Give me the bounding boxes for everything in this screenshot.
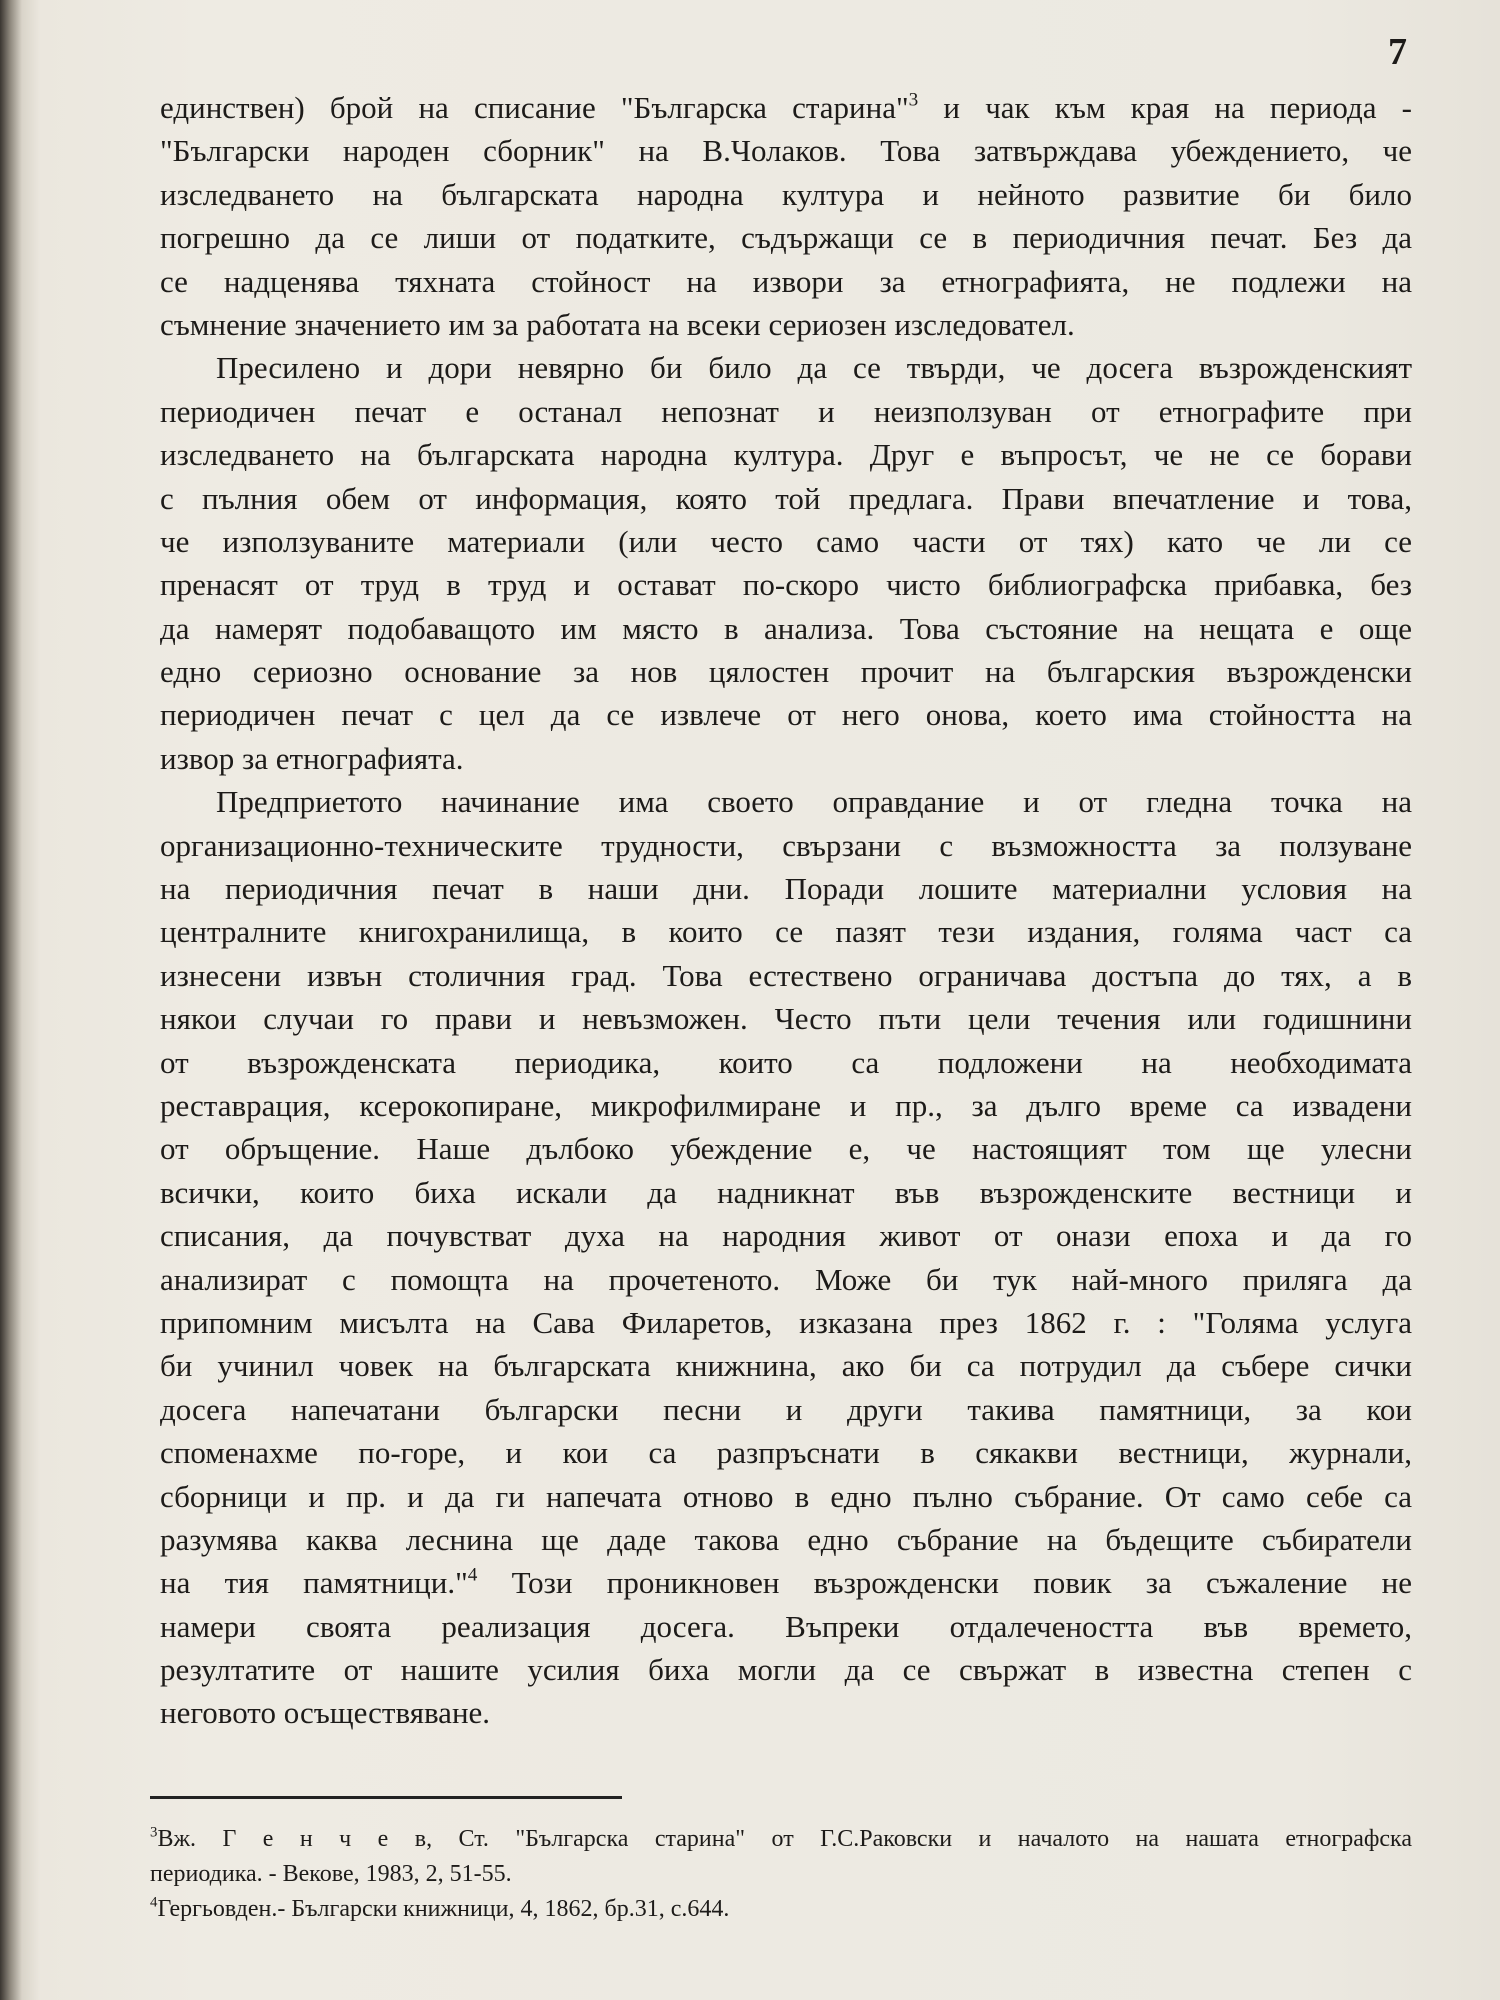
text-line: [160, 1041, 1412, 1084]
text-line: [160, 390, 1412, 433]
line-text: от възрожденската периодика, които са подложени на необходимата: [160, 1044, 1412, 1080]
text-line: [160, 780, 1412, 823]
text-line: [160, 607, 1412, 650]
line-text: изнесени извън столичния град. Това естествено ограничава достъпа до тях, а в: [160, 957, 1412, 993]
line-text: реставрация, ксерокопиране, микрофилмиране и пр., за дълго време са извадени: [160, 1087, 1412, 1123]
line-text: едно сериозно основание за нов цялостен прочит на българския възрожденски: [160, 654, 1412, 690]
line-text: би учинил човек на българската книжнина, ако би са потрудил да събере сички: [160, 1348, 1412, 1384]
footnote-text: Вж. Г е н ч е в, Ст. "Българска старина" от Г.С.Раковски и началото на нашата етнографска: [157, 1826, 1412, 1852]
footnote-text: Гергьовден.- Български книжници, 4, 1862, бр.31, с.644.: [157, 1896, 730, 1922]
line-text: споменахме по-горе, и кои са разпръснати в сякакви вестници, журнали,: [160, 1435, 1412, 1471]
text-line: [160, 1431, 1412, 1474]
text-line: [160, 693, 1412, 736]
text-line: [160, 1301, 1412, 1344]
text-line: [160, 433, 1412, 476]
paragraph: [160, 346, 1412, 780]
line-text: "Български народен сборник" на В.Чолаков. Това затвърждава убеждението, че: [160, 133, 1412, 169]
line-text: разумява каква леснина ще даде такова едно събрание на бъдещите събиратели: [160, 1521, 1412, 1557]
footnote: [150, 1857, 1412, 1892]
line-text: пренасят от труд в труд и остават по-скоро чисто библиографска прибавка, без: [160, 567, 1412, 603]
text-line: [160, 1084, 1412, 1127]
text-line: [160, 477, 1412, 520]
line-text: и чак към края на периода -: [918, 90, 1412, 125]
footnote-reference: 4: [467, 1564, 478, 1586]
text-line: [160, 1648, 1412, 1691]
line-text: Този проникновен възрожденски повик за съжаление не: [477, 1565, 1413, 1601]
line-text: на тия памятници.": [160, 1565, 468, 1601]
text-line: [160, 303, 1412, 346]
text-line: [160, 1561, 1412, 1604]
line-text: периодичен печат с цел да се извлече от него онова, което има стойността на: [160, 697, 1412, 733]
footnote: [150, 1892, 1412, 1927]
footnotes: [150, 1822, 1412, 1927]
text-line: [160, 86, 1412, 129]
text-line: [160, 563, 1412, 606]
line-text: единствен) брой на списание "Българска старина": [160, 90, 909, 125]
line-text: сборници и пр. и да ги напечата отново в едно пълно събрание. От само себе са: [160, 1478, 1412, 1514]
text-line: [160, 1171, 1412, 1214]
text-line: [160, 1388, 1412, 1431]
line-text: припомним мисълта на Сава Филаретов, изказана през 1862 г. : "Голяма услуга: [160, 1304, 1412, 1340]
paragraph: [160, 86, 1412, 346]
text-line: [160, 824, 1412, 867]
line-text: изследването на българската народна култура. Друг е въпросът, че не се борави: [160, 437, 1412, 473]
line-text: периодичен печат е останал непознат и неизползуван от етнографите при: [160, 393, 1412, 429]
line-text: от обръщение. Наше дълбоко убеждение е, че настоящият том ще улесни: [160, 1131, 1412, 1167]
text-line: [160, 997, 1412, 1040]
line-text: погрешно да се лиши от податките, съдържащи се в периодичния печат. Без да: [160, 220, 1412, 256]
footnote-number: 4: [150, 1894, 158, 1911]
body-text: [160, 86, 1412, 1735]
text-line: [160, 346, 1412, 389]
line-text: организационно-техническите трудности, свързани с възможността за ползуване: [160, 827, 1412, 863]
line-text: да намерят подобаващото им място в анализа. Това състояние на нещата е още: [160, 610, 1412, 646]
footnote-reference: 3: [908, 89, 919, 111]
text-line: [160, 1344, 1412, 1387]
text-line: [160, 867, 1412, 910]
paragraph: [160, 780, 1412, 1735]
line-text: резултатите от нашите усилия биха могли да се свържат в известна степен с: [160, 1652, 1412, 1688]
line-text: някои случаи го прави и невъзможен. Често пъти цели течения или годишнини: [160, 1001, 1412, 1037]
text-line: [160, 260, 1412, 303]
text-line: [160, 520, 1412, 563]
line-text: намери своята реализация досега. Въпреки отдалечеността във времето,: [160, 1608, 1412, 1644]
footnote: [150, 1822, 1412, 1857]
line-text: Пресилено и дори невярно би било да се твърди, че досега възрожденският: [216, 350, 1412, 386]
line-text: с пълния обем от информация, която той предлага. Прави впечатление и това,: [160, 480, 1412, 516]
page-number: 7: [1388, 31, 1407, 73]
text-line: [160, 737, 1412, 780]
line-text: съмнение значението им за работата на всеки сериозен изследовател.: [160, 306, 1075, 342]
text-line: [160, 650, 1412, 693]
line-text: изследването на българската народна култура и нейното развитие би било: [160, 176, 1412, 212]
footnote-text: периодика. - Векове, 1983, 2, 51-55.: [150, 1861, 512, 1887]
text-line: [160, 1258, 1412, 1301]
text-line: [160, 910, 1412, 953]
footnote-divider: [150, 1796, 622, 1799]
text-line: [160, 216, 1412, 259]
line-text: извор за етнографията.: [160, 740, 464, 776]
line-text: централните книгохранилища, в които се пазят тези издания, голяма част са: [160, 914, 1412, 950]
text-line: [160, 1518, 1412, 1561]
text-line: [160, 1605, 1412, 1648]
text-line: [160, 1214, 1412, 1257]
line-text: анализират с помощта на прочетеното. Може би тук най-много приляга да: [160, 1261, 1412, 1297]
line-text: списания, да почувстват духа на народния живот от онази епоха и да го: [160, 1218, 1412, 1254]
text-line: [160, 129, 1412, 172]
line-text: всички, които биха искали да надникнат във възрожденските вестници и: [160, 1174, 1412, 1210]
text-line: [160, 1475, 1412, 1518]
line-text: на периодичния печат в наши дни. Поради лошите материални условия на: [160, 871, 1412, 907]
line-text: Предприетото начинание има своето оправдание и от гледна точка на: [216, 784, 1412, 820]
line-text: неговото осъществяване.: [160, 1695, 491, 1731]
text-line: [160, 173, 1412, 216]
line-text: се надценява тяхната стойност на извори за етнографията, не подлежи на: [160, 263, 1412, 299]
line-text: досега напечатани български песни и други такива памятници, за кои: [160, 1391, 1412, 1427]
text-line: [160, 1691, 1412, 1734]
footnote-number: 3: [150, 1824, 158, 1841]
line-text: че използуваните материали (или често само части от тях) като че ли се: [160, 523, 1412, 559]
text-line: [160, 954, 1412, 997]
text-line: [160, 1127, 1412, 1170]
